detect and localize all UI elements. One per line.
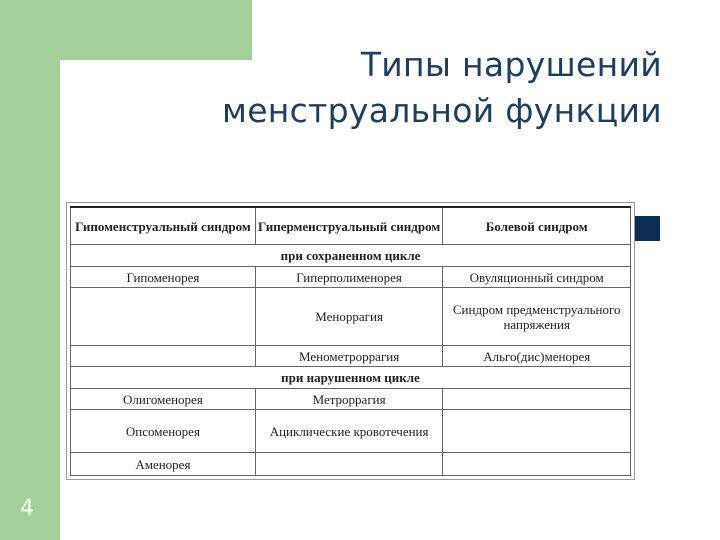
- table-cell: Овуляционный синдром: [443, 266, 631, 288]
- slide-number: 4: [20, 496, 34, 521]
- table-cell: Гипоменорея: [71, 266, 256, 288]
- section-row: [71, 367, 631, 389]
- table-cell: [71, 288, 256, 345]
- header-cell: Гиперменструальный синдром: [255, 207, 443, 245]
- table-row: [71, 345, 631, 367]
- table-row: [71, 410, 631, 453]
- section-label: при нарушенном цикле: [71, 367, 631, 389]
- header-cell: Гипоменструальный синдром: [71, 207, 256, 245]
- table-cell: Аменорея: [71, 453, 256, 476]
- table-header-row: [71, 207, 631, 245]
- table-cell: Метроррагия: [255, 388, 443, 410]
- table-cell: [443, 453, 631, 476]
- disorders-table: [70, 206, 631, 476]
- title-line-1: Типы нарушений: [360, 45, 662, 84]
- section-row: [71, 245, 631, 267]
- section-label: при сохраненном цикле: [71, 245, 631, 267]
- table-row: [71, 453, 631, 476]
- table-cell: [255, 453, 443, 476]
- slide-title: [102, 42, 662, 134]
- table-cell: Ациклические кровотечения: [255, 410, 443, 453]
- table-cell: Опсоменорея: [71, 410, 256, 453]
- table-cell: Менометроррагия: [255, 345, 443, 367]
- table-row: [71, 388, 631, 410]
- table-row: [71, 288, 631, 345]
- left-accent-band: [0, 0, 60, 540]
- table-cell: Меноррагия: [255, 288, 443, 345]
- table-cell: Синдром предменструального напряжения: [443, 288, 631, 345]
- table-cell: [443, 410, 631, 453]
- table-cell: Альго(дис)менорея: [443, 345, 631, 367]
- table-cell: [443, 388, 631, 410]
- title-line-2: менструальной функции: [222, 91, 662, 130]
- table-frame: [66, 202, 635, 480]
- header-cell: Болевой синдром: [443, 207, 631, 245]
- table-row: [71, 266, 631, 288]
- table-cell: Олигоменорея: [71, 388, 256, 410]
- table-cell: [71, 345, 256, 367]
- table-cell: Гиперполименорея: [255, 266, 443, 288]
